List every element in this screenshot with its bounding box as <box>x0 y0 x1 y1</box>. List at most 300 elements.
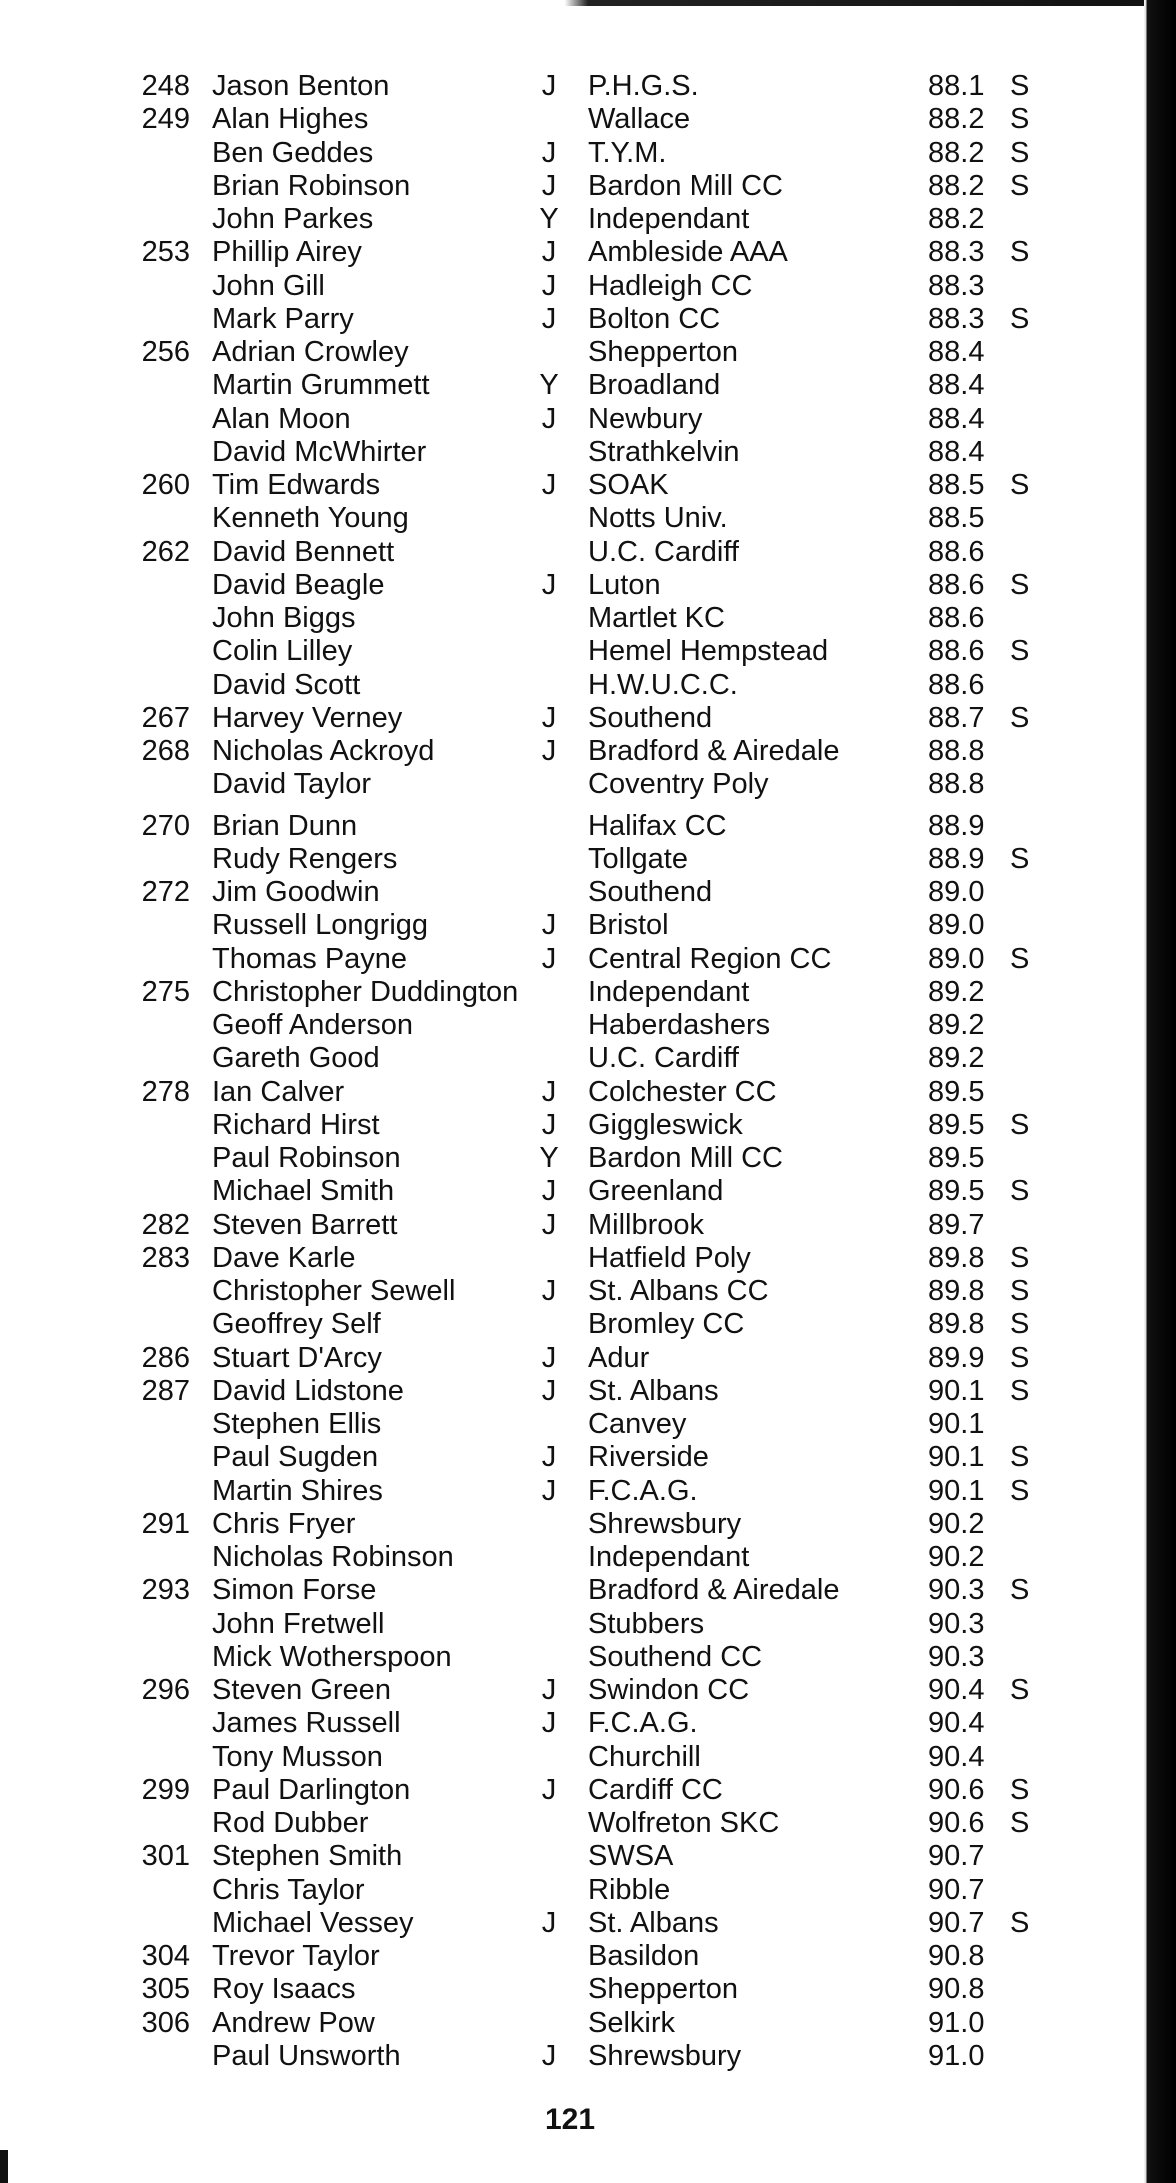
result-row <box>120 137 1060 170</box>
result-club: Haberdashers <box>588 1009 771 1041</box>
result-row <box>120 1608 1060 1641</box>
result-category: J <box>541 1341 557 1374</box>
result-name: Colin Lilley <box>212 635 353 668</box>
result-row <box>120 369 1060 402</box>
result-row <box>120 2040 1060 2073</box>
result-club: Giggleswick <box>588 1108 743 1141</box>
result-name: Paul Unsworth <box>212 2039 401 2072</box>
result-row <box>120 1973 1060 2006</box>
result-club: Hemel Hempstead <box>588 635 829 668</box>
result-club: Riverside <box>588 1441 709 1474</box>
result-rank: 283 <box>141 1241 190 1274</box>
result-club: Stubbers <box>588 1607 705 1640</box>
result-category: Y <box>539 1142 559 1174</box>
result-row <box>120 103 1060 136</box>
result-club: Shrewsbury <box>588 2039 742 2072</box>
result-time: 89.5 <box>928 1142 985 1174</box>
result-time: 88.9 <box>928 809 985 842</box>
result-time: 88.2 <box>928 103 985 136</box>
result-flag: S <box>1010 1241 1030 1274</box>
result-rank: 305 <box>141 1973 190 2006</box>
result-club: Southend <box>588 701 713 734</box>
result-time: 88.4 <box>928 402 985 435</box>
result-name: Chris Taylor <box>212 1873 365 1906</box>
result-flag: S <box>1010 103 1030 136</box>
result-time: 90.4 <box>928 1740 985 1773</box>
result-name: Dave Karle <box>212 1241 356 1274</box>
result-club: Shrewsbury <box>588 1507 742 1540</box>
result-name: Michael Vessey <box>212 1906 414 1939</box>
result-row <box>120 569 1060 602</box>
result-club: Adur <box>588 1341 650 1374</box>
result-row <box>120 810 1060 843</box>
result-club: Ribble <box>588 1873 671 1906</box>
result-club: Ambleside AAA <box>588 236 788 269</box>
result-rank: 291 <box>141 1507 190 1540</box>
result-name: David Scott <box>212 668 361 701</box>
result-row <box>120 469 1060 502</box>
result-name: Brian Dunn <box>212 809 358 842</box>
result-flag: S <box>1010 842 1030 875</box>
result-rank: 270 <box>141 809 190 842</box>
result-time: 88.6 <box>928 635 985 668</box>
result-row <box>120 1707 1060 1740</box>
result-rank: 296 <box>141 1674 190 1706</box>
result-row <box>120 70 1060 103</box>
result-flag: S <box>1010 1674 1030 1706</box>
result-club: Bradford & Airedale <box>588 1574 840 1607</box>
result-time: 90.3 <box>928 1607 985 1640</box>
result-category: J <box>541 909 557 942</box>
result-name: Gareth Good <box>212 1042 380 1075</box>
result-category: J <box>541 1208 557 1241</box>
result-club: Wolfreton SKC <box>588 1807 780 1839</box>
result-time: 88.1 <box>928 70 985 102</box>
result-category: J <box>541 1906 557 1939</box>
result-name: Phillip Airey <box>212 236 362 269</box>
result-row <box>120 943 1060 976</box>
result-flag: S <box>1010 1175 1030 1208</box>
result-category: J <box>541 236 557 269</box>
result-time: 91.0 <box>928 2039 985 2072</box>
result-category: J <box>541 136 557 169</box>
result-name: Ben Geddes <box>212 136 374 169</box>
result-row <box>120 1508 1060 1541</box>
result-club: SOAK <box>588 469 669 501</box>
result-row <box>120 236 1060 269</box>
result-club: St. Albans <box>588 1374 719 1407</box>
result-time: 88.9 <box>928 842 985 875</box>
result-rank: 286 <box>141 1341 190 1374</box>
result-row <box>120 1342 1060 1375</box>
result-time: 90.2 <box>928 1507 985 1540</box>
result-flag: S <box>1010 1807 1030 1839</box>
result-flag: S <box>1010 1308 1030 1341</box>
result-rank: 272 <box>141 876 190 908</box>
result-time: 90.6 <box>928 1773 985 1806</box>
result-category: J <box>541 70 557 102</box>
result-name: Paul Darlington <box>212 1773 411 1806</box>
result-club: Independant <box>588 203 750 235</box>
result-time: 89.2 <box>928 1042 985 1075</box>
result-name: Alan Moon <box>212 402 351 435</box>
result-row <box>120 1940 1060 1973</box>
result-time: 88.8 <box>928 768 985 801</box>
result-time: 89.0 <box>928 942 985 975</box>
result-flag: S <box>1010 1773 1030 1806</box>
result-flag: S <box>1010 1108 1030 1141</box>
result-flag: S <box>1010 1341 1030 1374</box>
result-time: 88.8 <box>928 735 985 767</box>
result-time: 90.7 <box>928 1840 985 1873</box>
result-row <box>120 1874 1060 1907</box>
result-club: Martlet KC <box>588 602 725 634</box>
result-time: 90.3 <box>928 1574 985 1607</box>
result-club: Hadleigh CC <box>588 269 753 302</box>
result-name: John Parkes <box>212 203 374 235</box>
result-time: 88.6 <box>928 535 985 568</box>
result-name: David Bennett <box>212 535 395 568</box>
result-name: Alan Highes <box>212 103 369 136</box>
result-club: Colchester CC <box>588 1075 777 1108</box>
result-row <box>120 502 1060 535</box>
result-time: 88.4 <box>928 369 985 402</box>
result-name: Martin Grummett <box>212 369 430 402</box>
result-time: 90.3 <box>928 1640 985 1673</box>
result-club: Bristol <box>588 909 669 942</box>
result-club: Independant <box>588 975 750 1008</box>
result-row <box>120 170 1060 203</box>
result-club: U.C. Cardiff <box>588 535 739 568</box>
result-flag: S <box>1010 1374 1030 1407</box>
result-row <box>120 403 1060 436</box>
result-club: Notts Univ. <box>588 502 728 535</box>
result-time: 88.3 <box>928 236 985 269</box>
result-time: 88.2 <box>928 136 985 169</box>
result-club: Bradford & Airedale <box>588 735 840 767</box>
result-time: 88.3 <box>928 302 985 335</box>
result-rank: 267 <box>141 701 190 734</box>
result-time: 90.7 <box>928 1873 985 1906</box>
result-flag: S <box>1010 302 1030 335</box>
result-category: J <box>541 1441 557 1474</box>
result-club: SWSA <box>588 1840 674 1873</box>
result-time: 89.5 <box>928 1075 985 1108</box>
result-category: J <box>541 169 557 202</box>
result-category: J <box>541 942 557 975</box>
result-time: 88.2 <box>928 169 985 202</box>
result-club: Millbrook <box>588 1208 705 1241</box>
result-time: 90.8 <box>928 1973 985 2006</box>
result-rank: 282 <box>141 1208 190 1241</box>
result-name: Paul Sugden <box>212 1441 379 1474</box>
result-time: 88.5 <box>928 469 985 501</box>
result-name: Tim Edwards <box>212 469 381 501</box>
result-club: Southend CC <box>588 1640 763 1673</box>
result-flag: S <box>1010 236 1030 269</box>
result-name: Jim Goodwin <box>212 876 380 908</box>
result-row <box>120 336 1060 369</box>
result-time: 89.5 <box>928 1108 985 1141</box>
result-name: John Fretwell <box>212 1607 385 1640</box>
result-row <box>120 1840 1060 1873</box>
result-name: John Gill <box>212 269 325 302</box>
result-rank: 256 <box>141 336 190 368</box>
result-club: Cardiff CC <box>588 1773 723 1806</box>
result-rank: 299 <box>141 1773 190 1806</box>
result-time: 89.8 <box>928 1275 985 1307</box>
result-rank: 304 <box>141 1940 190 1972</box>
result-club: Greenland <box>588 1175 724 1208</box>
result-row <box>120 1574 1060 1607</box>
result-row <box>120 2007 1060 2040</box>
result-name: Harvey Verney <box>212 701 403 734</box>
result-name: Thomas Payne <box>212 942 408 975</box>
result-club: Selkirk <box>588 2006 676 2039</box>
result-category: J <box>541 402 557 435</box>
result-rank: 287 <box>141 1374 190 1407</box>
result-name: Andrew Pow <box>212 2006 375 2039</box>
result-time: 88.2 <box>928 203 985 235</box>
result-time: 88.6 <box>928 602 985 634</box>
result-club: Bardon Mill CC <box>588 169 783 202</box>
result-category: J <box>541 735 557 767</box>
result-category: J <box>541 2039 557 2072</box>
result-time: 89.8 <box>928 1308 985 1341</box>
result-row <box>120 1308 1060 1341</box>
result-club: Basildon <box>588 1940 700 1972</box>
result-row <box>120 1375 1060 1408</box>
result-flag: S <box>1010 568 1030 601</box>
result-time: 89.2 <box>928 1009 985 1041</box>
result-row <box>120 602 1060 635</box>
result-row <box>120 1242 1060 1275</box>
result-category: J <box>541 1374 557 1407</box>
result-club: T.Y.M. <box>588 136 667 169</box>
result-name: Christopher Sewell <box>212 1275 456 1307</box>
result-rank: 278 <box>141 1075 190 1108</box>
result-flag: S <box>1010 1275 1030 1307</box>
result-time: 90.4 <box>928 1707 985 1740</box>
result-category: J <box>541 1275 557 1307</box>
result-flag: S <box>1010 1574 1030 1607</box>
result-row <box>120 635 1060 668</box>
result-name: Steven Green <box>212 1674 391 1706</box>
result-time: 88.6 <box>928 668 985 701</box>
result-club: Tollgate <box>588 842 688 875</box>
result-club: Bromley CC <box>588 1308 745 1341</box>
result-club: Canvey <box>588 1408 687 1440</box>
result-flag: S <box>1010 70 1030 102</box>
result-flag: S <box>1010 1474 1030 1507</box>
result-rank: 260 <box>141 469 190 501</box>
result-name: Geoff Anderson <box>212 1009 414 1041</box>
result-flag: S <box>1010 469 1030 501</box>
result-row <box>120 1009 1060 1042</box>
result-name: Nicholas Robinson <box>212 1541 454 1573</box>
result-time: 89.5 <box>928 1175 985 1208</box>
result-time: 91.0 <box>928 2006 985 2039</box>
result-rank: 306 <box>141 2006 190 2039</box>
result-name: Steven Barrett <box>212 1208 398 1241</box>
result-category: J <box>541 1075 557 1108</box>
result-row <box>120 1641 1060 1674</box>
result-name: Tony Musson <box>212 1740 383 1773</box>
result-name: Adrian Crowley <box>212 336 409 368</box>
result-name: Jason Benton <box>212 70 390 102</box>
result-name: Mark Parry <box>212 302 354 335</box>
result-category: J <box>541 701 557 734</box>
result-row <box>120 436 1060 469</box>
result-row <box>120 1109 1060 1142</box>
result-time: 88.5 <box>928 502 985 535</box>
result-category: J <box>541 469 557 501</box>
result-row <box>120 976 1060 1009</box>
result-name: Russell Longrigg <box>212 909 429 942</box>
result-name: Kenneth Young <box>212 502 409 535</box>
result-name: Martin Shires <box>212 1474 383 1507</box>
result-club: P.H.G.S. <box>588 70 699 102</box>
result-name: Geoffrey Self <box>212 1308 381 1341</box>
result-flag: S <box>1010 701 1030 734</box>
result-rank: 262 <box>141 535 190 568</box>
result-name: David Lidstone <box>212 1374 404 1407</box>
result-row <box>120 1774 1060 1807</box>
result-club: Wallace <box>588 103 691 136</box>
result-club: Central Region CC <box>588 942 832 975</box>
result-flag: S <box>1010 169 1030 202</box>
result-flag: S <box>1010 1441 1030 1474</box>
result-time: 89.9 <box>928 1341 985 1374</box>
result-category: J <box>541 1474 557 1507</box>
page-number: 121 <box>544 2103 596 2136</box>
result-time: 90.4 <box>928 1674 985 1706</box>
result-club: Shepperton <box>588 336 738 368</box>
result-name: Michael Smith <box>212 1175 395 1208</box>
results-list <box>120 70 1060 2073</box>
result-category: J <box>541 1773 557 1806</box>
result-club: Halifax CC <box>588 809 727 842</box>
result-row <box>120 1209 1060 1242</box>
result-name: Roy Isaacs <box>212 1973 356 2006</box>
result-row <box>120 1475 1060 1508</box>
result-name: Paul Robinson <box>212 1142 401 1174</box>
result-rank: 253 <box>141 236 190 269</box>
result-time: 90.2 <box>928 1541 985 1573</box>
result-category: J <box>541 1674 557 1706</box>
result-time: 89.0 <box>928 876 985 908</box>
result-row <box>120 536 1060 569</box>
result-club: Southend <box>588 876 713 908</box>
result-flag: S <box>1010 1906 1030 1939</box>
result-category: J <box>541 568 557 601</box>
result-time: 90.8 <box>928 1940 985 1972</box>
result-flag: S <box>1010 635 1030 668</box>
result-time: 90.1 <box>928 1441 985 1474</box>
result-club: Independant <box>588 1541 750 1573</box>
result-club: Newbury <box>588 402 703 435</box>
result-row <box>120 1741 1060 1774</box>
result-rank: 301 <box>141 1840 190 1873</box>
result-club: F.C.A.G. <box>588 1707 698 1740</box>
result-name: Chris Fryer <box>212 1507 356 1540</box>
result-name: Simon Forse <box>212 1574 377 1607</box>
result-row <box>120 203 1060 236</box>
result-name: John Biggs <box>212 602 356 634</box>
result-name: Brian Robinson <box>212 169 411 202</box>
result-row <box>120 1674 1060 1707</box>
result-club: Coventry Poly <box>588 768 769 801</box>
result-row <box>120 1907 1060 1940</box>
result-category: J <box>541 1707 557 1740</box>
result-rank: 268 <box>141 735 190 767</box>
result-club: H.W.U.C.C. <box>588 668 738 701</box>
result-time: 88.4 <box>928 435 985 468</box>
result-name: Stephen Ellis <box>212 1408 382 1440</box>
result-row <box>120 1408 1060 1441</box>
result-time: 90.1 <box>928 1374 985 1407</box>
result-time: 88.7 <box>928 701 985 734</box>
result-time: 90.6 <box>928 1807 985 1839</box>
result-row <box>120 1441 1060 1474</box>
result-category: J <box>541 302 557 335</box>
result-club: St. Albans <box>588 1906 719 1939</box>
result-club: Strathkelvin <box>588 435 740 468</box>
result-time: 88.3 <box>928 269 985 302</box>
result-club: Luton <box>588 568 661 601</box>
page-right-edge <box>1144 0 1176 2183</box>
result-name: Christopher Duddington <box>212 975 519 1008</box>
result-club: St. Albans CC <box>588 1275 769 1307</box>
result-club: Swindon CC <box>588 1674 750 1706</box>
result-row <box>120 1175 1060 1208</box>
result-category: Y <box>539 369 559 402</box>
result-rank: 248 <box>141 70 190 102</box>
result-row <box>120 702 1060 735</box>
result-club: Hatfield Poly <box>588 1241 751 1274</box>
result-flag: S <box>1010 136 1030 169</box>
result-row <box>120 876 1060 909</box>
result-row <box>120 1275 1060 1308</box>
result-club: Broadland <box>588 369 721 402</box>
result-club: U.C. Cardiff <box>588 1042 739 1075</box>
result-name: David Taylor <box>212 768 372 801</box>
result-name: Ian Calver <box>212 1075 345 1108</box>
result-name: Stephen Smith <box>212 1840 403 1873</box>
result-rank: 249 <box>141 103 190 136</box>
result-time: 89.8 <box>928 1241 985 1274</box>
result-name: David McWhirter <box>212 435 427 468</box>
result-name: David Beagle <box>212 568 385 601</box>
result-row <box>120 270 1060 303</box>
result-time: 90.7 <box>928 1906 985 1939</box>
result-club: F.C.A.G. <box>588 1474 698 1507</box>
result-rank: 275 <box>141 975 190 1008</box>
result-time: 89.2 <box>928 975 985 1008</box>
result-time: 88.4 <box>928 336 985 368</box>
result-time: 90.1 <box>928 1408 985 1440</box>
result-time: 90.1 <box>928 1474 985 1507</box>
result-category: J <box>541 1175 557 1208</box>
result-flag: S <box>1010 942 1030 975</box>
result-row <box>120 669 1060 702</box>
result-name: Rudy Rengers <box>212 842 398 875</box>
result-club: Shepperton <box>588 1973 738 2006</box>
result-row <box>120 303 1060 336</box>
result-category: Y <box>539 203 559 235</box>
result-name: Stuart D'Arcy <box>212 1341 382 1374</box>
result-category: J <box>541 1108 557 1141</box>
